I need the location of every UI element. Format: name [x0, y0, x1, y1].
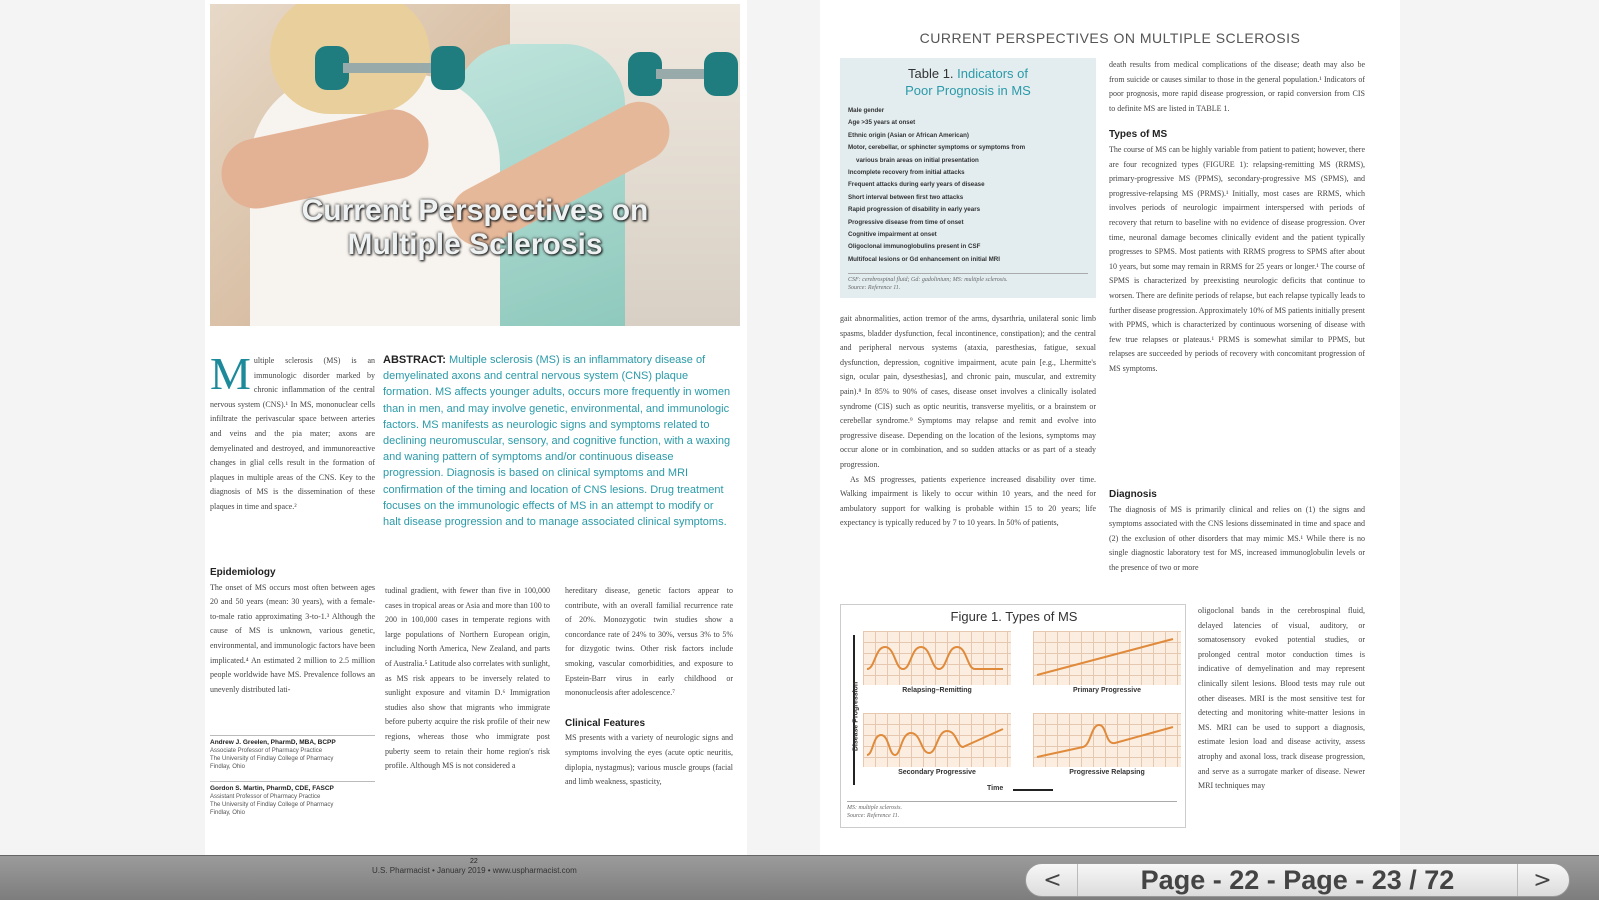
- chevron-right-icon: >: [1533, 867, 1552, 893]
- body-column-2: death results from medical complications of the disease; death may also be from suicide or causes similar to those in the general population.¹ Indicators of poor prognosis, more rapid disease progression, or rapid conversion from CIS to definite MS are listed in TABLE 1. Types of MS The course of MS can be highly variable from patient to patient; however, there are four recognized types (FIGURE 1): relapsing-remitting MS (RRMS), primary-progressive MS (PPMS), secondary-progressive MS (SPMS), and progressive-relapsing MS (PRMS).¹ Initially, most cases are RRMS, which involves periods of neurologic impairment interspersed with periods of recovery that return to baseline with no evidence of disease progression. Over time, neuronal damage becomes clinically evident and the patient typically progresses to SPMS. Most patients with RRMS progress to SPMS after about 10 years, but some may remain in RRMS for 25 years or longer.¹ The course of SPMS is characterized by preexisting neurologic deficits that continue to worsen. There are definite periods of relapse, but each relapse typically leads to further disease progression. Approximately 10% of MS patients initially present with PPMS, which is characterized by continuous worsening of disease with few true relapses or plateaus.¹ PRMS is somewhat similar to PPMS, but relapses are succeeded by periods of recovery with concomitant progression of MS symptoms.: [1109, 60, 1365, 373]
- panel-relapsing-remitting: [863, 631, 1011, 685]
- panel-secondary-progressive: [863, 713, 1011, 767]
- hero-image: [210, 4, 740, 326]
- list-item: Rapid progression of disability in early years: [848, 206, 981, 214]
- next-page-button[interactable]: [1517, 864, 1567, 896]
- page-left: [205, 0, 747, 855]
- section-heading: Epidemiology: [210, 567, 276, 578]
- diagnosis-section: Diagnosis The diagnosis of MS is primarily clinical and relies on (1) the signs and symptoms associated with the CNS lesions disseminated in time and space and (2) the exclusion of other disorders that may mimic MS.¹ While there is no single diagnostic laboratory test for MS, increased immunoglobulin levels or the presence of two or more: [1109, 489, 1365, 572]
- arrow-right-icon: [1013, 789, 1053, 791]
- list-item: Motor, cerebellar, or sphincter symptoms or symptoms from: [848, 144, 1026, 152]
- page-number: 22: [470, 858, 478, 865]
- dumbbell-icon: [315, 46, 465, 90]
- author-block: Gordon S. Martin, PharmD, CDE, FASCP Assistant Professor of Pharmacy Practice The University of Findlay College of Pharmacy Findlay, Ohio: [210, 785, 334, 816]
- progressive-relapsing-curve: [1033, 713, 1181, 767]
- list-item: Short interval between first two attacks: [848, 193, 964, 201]
- panel-primary-progressive: [1033, 631, 1181, 685]
- hero-title: Current Perspectives on Multiple Sclerosis: [301, 194, 649, 261]
- drop-cap: M: [210, 348, 251, 399]
- panel-progressive-relapsing: [1033, 713, 1181, 767]
- list-item: various brain areas on initial presentation: [856, 156, 979, 164]
- figure-1: [840, 604, 1186, 828]
- relapsing-remitting-curve: [863, 631, 1011, 685]
- list-item: Cognitive impairment at onset: [848, 231, 937, 239]
- section-heading: Types of MS: [1109, 129, 1168, 141]
- table-footnote: CSF: cerebrospinal fluid; Gd: gadolinium; MS: multiple sclerosis. Source: Reference 11.: [848, 273, 1088, 292]
- table-list: [840, 99, 1096, 266]
- list-item: Incomplete recovery from initial attacks: [848, 169, 965, 177]
- chevron-left-icon: <: [1043, 867, 1062, 893]
- figure-footnote: MS: multiple sclerosis. Source: Reference 11.: [847, 801, 1177, 820]
- previous-page-button[interactable]: [1028, 864, 1078, 896]
- list-item: Age >35 years at onset: [848, 119, 916, 127]
- author-block: Andrew J. Greelen, PharmD, MBA, BCPP Associate Professor of Pharmacy Practice The University of Findlay College of Pharmacy Findlay, Ohio: [210, 739, 336, 770]
- intro-paragraph: Multiple sclerosis (MS) is an immunologic disorder marked by chronic inflammation of the central nervous system (CNS).¹ In MS, mononuclear cells infiltrate the perivascular space between arteries and veins and the pia mater; axons are demyelinated and destroyed, and immunoreactive changes in glial cells result in the formation of plaques in multiple areas of the CNS. Key to the diagnosis of MS is the dissemination of these plaques in time and space.²: [210, 348, 375, 511]
- panel-label: Primary Progressive: [1072, 687, 1142, 694]
- list-item: Frequent attacks during early years of disease: [848, 181, 985, 189]
- list-item: Progressive disease from time of onset: [848, 218, 964, 226]
- section-heading: Clinical Features: [565, 717, 646, 729]
- section-heading: Diagnosis: [1109, 489, 1157, 500]
- page-footer: U.S. Pharmacist • January 2019 • www.uspharmacist.com: [372, 866, 577, 875]
- panel-label: Relapsing–Remitting: [902, 687, 972, 694]
- secondary-progressive-curve: [863, 713, 1011, 767]
- body-column-2: tudinal gradient, with fewer than five in 100,000 cases in tropical areas or Asia and more than 100 to 200 in 100,000 cases in temperate regions with large populations of Northern European origin, including North America, New Zealand, and parts of Australia.⁵ Latitude also correlates with sunlight, as MS risk appears to be inversely related to sunlight exposure and vitamin D.⁶ Immigration studies also show that migrants who immigrate before puberty acquire the risk profile of their new regions, whereas those who immigrate post puberty seem to retain their home region's risk profile. Although MS is not considered a: [385, 586, 550, 771]
- running-head: CURRENT PERSPECTIVES ON MULTIPLE SCLEROSIS: [919, 30, 1301, 46]
- x-axis-label: Time: [987, 785, 1004, 792]
- abstract: ABSTRACT: Multiple sclerosis (MS) is an inflammatory disease of demyelinated axons and central nervous system (CNS) plaque formation. MS affects younger adults, occurs more frequently in women than in men, and may involve genetic, environmental, and immunologic factors. MS manifests as neurologic signs and symptoms related to declining neuromuscular, sensory, and cognitive function, with a waxing and waning pattern of symptoms and/or continuous disease progression. Diagnosis is based on clinical symptoms and MRI confirmation of the timing and location of CNS lesions. Drug treatment focuses on the immunologic effects of MS in an attempt to modify or halt disease progression and to manage associated clinical symptoms.: [383, 354, 731, 529]
- viewer-toolbar: [0, 855, 1599, 900]
- list-item: Oligoclonal immunoglobulins present in CSF: [848, 243, 981, 251]
- dumbbell-icon: [628, 52, 738, 96]
- body-column-3: hereditary disease, genetic factors appear to contribute, with an overall familial recurrence rate of 20%. Monozygotic twin studies show a concordance rate of 24% to 30%, versus 3% to 5% for dizygotic twins. Other risk factors include smoking, vascular comorbidities, and exposure to Epstein-Barr virus in early childhood or mononucleosis after adolescence.⁷ Clinical Features MS presents with a variety of neurologic signs and symptoms involving the eyes (acute optic neuritis, diplopia, nystagmus); various muscle groups (facial and limb weakness, spasticity,: [565, 586, 733, 787]
- table-1: [840, 58, 1096, 298]
- table-title: Table 1. Indicators of Poor Prognosis in MS: [905, 66, 1031, 98]
- panel-label: Progressive Relapsing: [1069, 769, 1145, 776]
- figure-title: Figure 1. Types of MS: [950, 609, 1078, 624]
- primary-progressive-curve: [1033, 631, 1181, 685]
- panel-label: Secondary Progressive: [898, 769, 976, 776]
- body-column-1: gait abnormalities, action tremor of the arms, dysarthria, unilateral sonic limb spasms, bladder dysfunction, fecal incontinence, constipation); and the central and peripheral nervous systems (ataxia, paresthesias, fatigue, sexual dysfunction, depression, cognitive impairment, acute pain [e.g., Lhermitte's sign, ocular pain, dysesthesias], and chronic pain, muscular, and extremity pain).⁸ In 85% to 90% of cases, disease onset involves a clinically isolated syndrome (CIS) such as optic neuritis, transverse myelitis, or a brainstem or cerebellar syndrome.⁹ Symptoms may relapse and remit and evolve into progressive disease. Depending on the location of the lesions, symptoms may occur alone or in combination, and so sudden attacks or as part of a steady progression. As MS progresses, patients experience increased disability over time. Walking impairment is likely to occur within 10 years, and the need for ambulatory support for walking is probable within 15 to 20 years; life expectancy is typically reduced by 7 to 10 years. In 50% of patients,: [840, 314, 1096, 528]
- page-navigator: [1025, 863, 1570, 897]
- list-item: Ethnic origin (Asian or African American): [848, 131, 969, 139]
- diagnosis-continued: oligoclonal bands in the cerebrospinal fluid, delayed latencies of visual, auditory, or somatosensory evoked potential studies, or prolonged central motor conduction times is indicative of demyelination and may represent clinically silent lesions. Blood tests may rule out other diseases. MRI is the most sensitive test for detecting and monitoring white-matter lesions in MS. MRI can be used to support a diagnosis, estimate lesion load and disease activity, assess atrophy and axonal loss, track disease progression, and serve as a surrogate marker of disease. Newer MRI techniques may: [1198, 606, 1365, 791]
- abstract-label: ABSTRACT:: [383, 354, 446, 366]
- y-axis-label: Disease Progression: [852, 681, 860, 752]
- list-item: Male gender: [848, 107, 885, 114]
- epidemiology-section: Epidemiology The onset of MS occurs most often between ages 20 and 50 years (mean: 30 years), with a female-to-male ratio approximating 3-to-1.³ Although the cause of MS is unknown, various genetic, environmental, and immunologic factors have been implicated.⁴ An estimated 2 million to 2.5 million people worldwide have MS. Prevalence follows an unevenly distributed lati-: [210, 567, 375, 694]
- list-item: Multifocal lesions or Gd enhancement on initial MRI: [848, 255, 1000, 263]
- page-right: [820, 0, 1400, 855]
- page-indicator: Page - 22 - Page - 23 / 72: [1140, 864, 1455, 895]
